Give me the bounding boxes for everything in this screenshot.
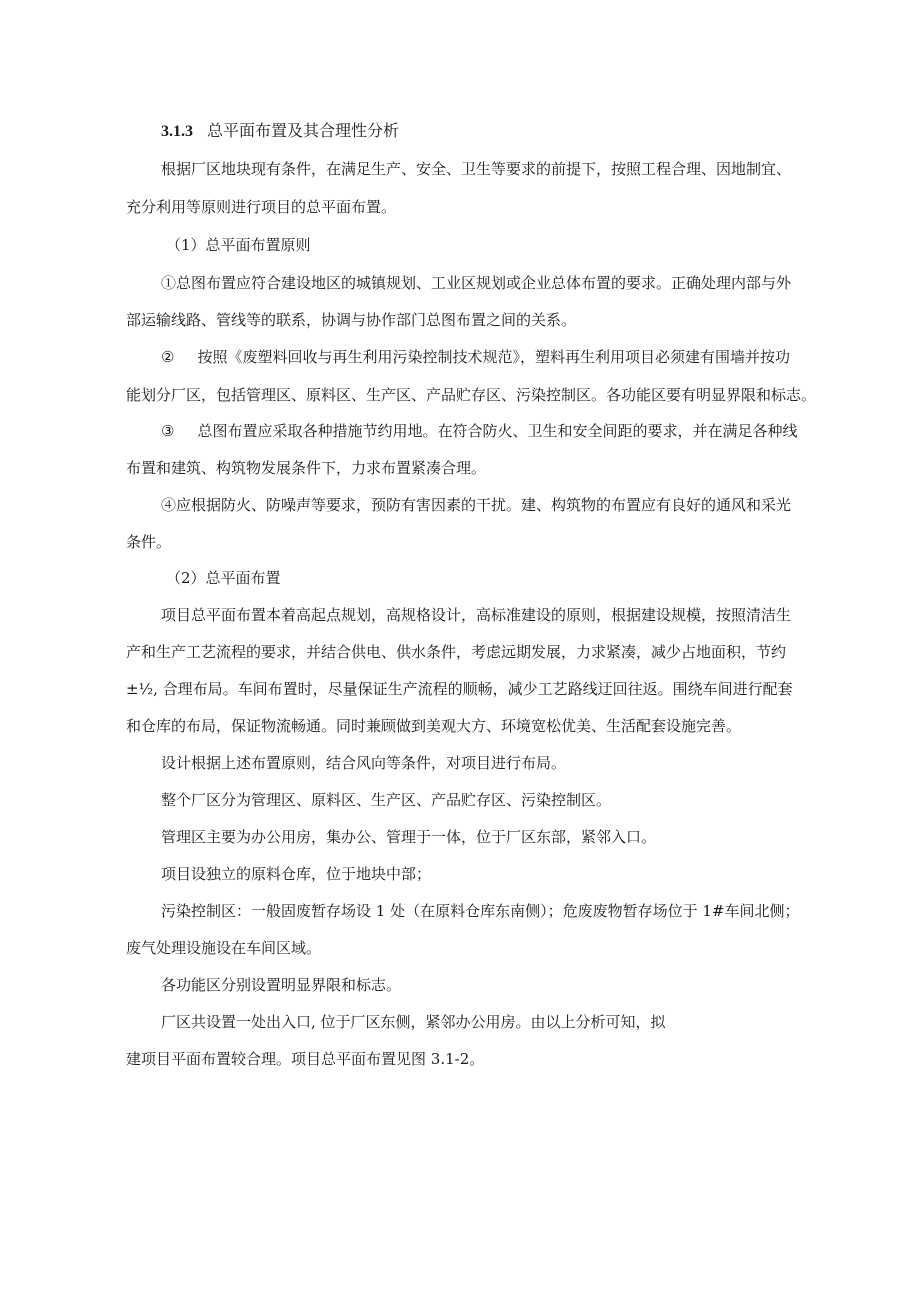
section-number: 3.1.3 <box>161 123 193 140</box>
list-marker: ③ <box>161 422 175 440</box>
paragraph-line: 各功能区分别设置明显界限和标志。 <box>161 976 402 994</box>
paragraph-line: 条件。 <box>126 533 172 551</box>
paragraph-line: 根据厂区地块现有条件，在满足生产、安全、卫生等要求的前提下，按照工程合理、因地制宜、 <box>161 160 792 178</box>
paragraph-line: 布置和建筑、构筑物发展条件下，力求布置紧凑合理。 <box>126 459 487 477</box>
paragraph-line: 项目设独立的原料仓库，位于地块中部； <box>161 865 432 883</box>
paragraph-line: 和仓库的布局，保证物流畅通。同时兼顾做到美观大方、环境宽松优美、生活配套设施完善。 <box>126 717 742 735</box>
section-heading <box>161 121 399 142</box>
paragraph-line: ①总图布置应符合建设地区的城镇规划、工业区规划或企业总体布置的要求。正确处理内部与外 <box>161 274 792 292</box>
paragraph-line: 设计根据上述布置原则，结合风向等条件，对项目进行布局。 <box>161 754 567 772</box>
section-title: 总平面布置及其合理性分析 <box>207 121 400 140</box>
paragraph-line: 能划分厂区，包括管理区、原料区、生产区、产品贮存区、污染控制区。各功能区要有明显界限和标志。 <box>126 386 817 404</box>
list-text: 总图布置应采取各种措施节约用地。在符合防火、卫生和安全间距的要求，并在满足各种线 <box>197 422 798 440</box>
paragraph-line: 厂区共设置一处出入口, 位于厂区东侧，紧邻办公用房。由以上分析可知，拟 <box>161 1013 666 1031</box>
list-text: 按照《废塑料回收与再生利用污染控制技术规范》，塑料再生利用项目必须建有围墙并按功 <box>197 348 790 366</box>
paragraph-line: 管理区主要为办公用房，集办公、管理于一体，位于厂区东部，紧邻入口。 <box>161 828 657 846</box>
paragraph-line: 充分利用等原则进行项目的总平面布置。 <box>126 198 397 216</box>
paragraph-line: 建项目平面布置较合理。项目总平面布置见图 3.1-2。 <box>126 1050 485 1068</box>
subheading-layout: （2）总平面布置 <box>166 569 281 587</box>
paragraph-line <box>161 421 797 441</box>
paragraph-line: 废气处理设施设在车间区域。 <box>126 939 322 957</box>
subheading-principles: （1）总平面布置原则 <box>166 236 311 254</box>
paragraph-line: ④应根据防火、防噪声等要求，预防有害因素的干扰。建、构筑物的布置应有良好的通风和采光 <box>161 496 792 514</box>
paragraph-line: 项目总平面布置本着高起点规划，高规格设计，高标准建设的原则，根据建设规模，按照清洁生 <box>161 606 792 624</box>
paragraph-line <box>161 347 790 367</box>
paragraph-line: 部运输线路、管线等的联系，协调与协作部门总图布置之间的关系。 <box>126 311 577 329</box>
list-marker: ② <box>161 348 175 366</box>
paragraph-line: 整个厂区分为管理区、原料区、生产区、产品贮存区、污染控制区。 <box>161 791 612 809</box>
paragraph-line: 污染控制区：一般固废暂存场设 1 处（在原料仓库东南侧）；危废废物暂存场位于 1#车间北侧； <box>161 902 800 920</box>
paragraph-line: ±½, 合理布局。车间布置时，尽量保证生产流程的顺畅，减少工艺路线迂回往返。围绕车间进行配套 <box>126 680 793 698</box>
paragraph-line: 产和生产工艺流程的要求，并结合供电、供水条件，考虑远期发展，力求紧凑，减少占地面积，节约 <box>126 643 787 661</box>
